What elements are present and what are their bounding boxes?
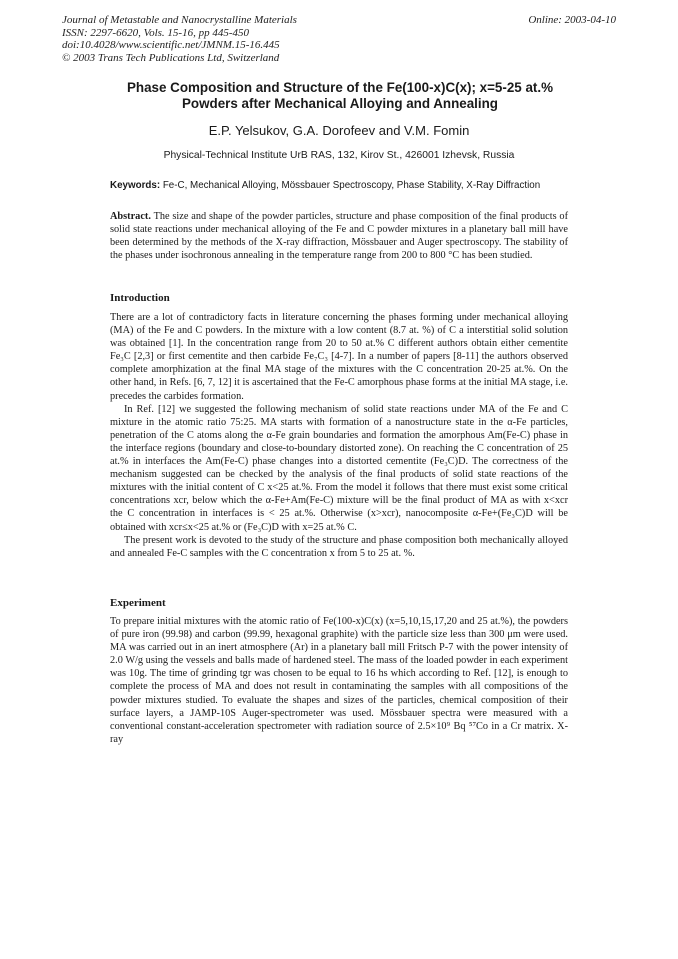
abstract [110,210,568,262]
intro-paragraph-2: In Ref. [12] we suggested the following mechanism of solid state reactions under MA of the Fe and C mixture in the atomic ratio 75:25. MA starts with formation of a nanostructure state in the α-Fe particles, penetration of the C atoms along the α-Fe grain boundaries and formation the amorphous Am(Fe-C) phase in the interface regions (boundary and close-to-boundary distorted zone). On reaching the C concentration of 25 at.% in interfaces the Am(Fe-C) phase changes into a distorted cementite (Fe₃C)D. The correctness of the mechanism suggested can be checked by the analysis of the final products of solid state reactions of the mixtures with the initial content of C x<25 at.%. From the model it follows that there must exist some critical concentrations xcr, below which the α-Fe+Am(Fe-C) mixture will be the final product of MA as with x<xcr the C concentration in interfaces is < 25 at.%. Otherwise (x>xcr), nanocomposite α-Fe+(Fe₃C)D will be obtained with xcr≤x<25 at.% or (Fe₃C)D with x=25 at.% C. [110,403,568,533]
journal-header [62,14,622,64]
intro-paragraph-1: There are a lot of contradictory facts in literature concerning the phases forming under mechanical alloying (MA) of the Fe and C powders. In the mixture with a low content (8.7 at. %) of C a interstitial solid solution was obtained [1]. In the concentration range from 20 to 50 at.% C different authors obtain either cementite Fe₃C [2,3] or first cementite and then carbide Fe₇C₃ [4-7]. In a number of papers [8-11] the authors observed complete amorphization at the final MA stage of the mixtures with the C concentration 20-25 at.%. On the other hand, in Refs. [6, 7, 12] it is ascertained that the Fe-C amorphous phase forms at the initial MA stage, i.e. precedes the carbides formation. [110,312,568,402]
introduction-heading: Introduction [110,292,170,304]
title-line-1: Phase Composition and Structure of the Fe(100-x)C(x); x=5-25 at.% [127,80,553,95]
keywords-text: Fe-C, Mechanical Alloying, Mössbauer Spectroscopy, Phase Stability, X-Ray Diffraction [162,180,541,191]
online-date: Online: 2003-04-10 [528,14,616,26]
experiment-heading: Experiment [110,597,166,609]
keywords-label: Keywords: [110,180,161,191]
journal-name: Journal of Metastable and Nanocrystalline Materials [62,14,297,26]
title-line-2: Powders after Mechanical Alloying and Annealing [182,96,498,111]
abstract-label: Abstract. [110,211,151,222]
paper-title [70,80,610,112]
intro-paragraph-3: The present work is devoted to the study of the structure and phase composition both mechanically alloyed and annealed Fe-C samples with the C concentration x from 5 to 25 at. %. [110,534,568,559]
abstract-text: The size and shape of the powder particles, structure and phase composition of the final products of solid state reactions under mechanical alloying of the Fe and C powder mixtures in a planetary ball mill have been determined by the methods of the X-ray diffraction, Mössbauer and Auger spectroscopy. The stability of the phases under isochronous annealing in the temperature range from 200 to 800 °C has been studied. [110,211,568,262]
keywords [110,180,580,193]
doi-line: doi:10.4028/www.scientific.net/JMNM.15-16.445 [62,39,280,52]
experiment-paragraph-1: To prepare initial mixtures with the atomic ratio of Fe(100-x)C(x) (x=5,10,15,17,20 and 25 at.%), the powders of pure iron (99.98) and carbon (99.99, hexagonal graphite) with the particle size less than 300 μm were used. MA was carried out in an inert atmosphere (Ar) in a planetary ball mill Fritsch P-7 with the power intensity of 2.0 W/g using the vessels and balls made of hardened steel. The mass of the loaded powder in each experiment was 10g. The time of grinding tgr was chosen to be equal to 16 hs which according to Ref. [12], is enough to complete the process of MA and does not result in contaminating the samples with all compositions of the powder mixtures studied. To evaluate the shapes and sizes of the particles, chemical composition of their surface layers, a JAMP-10S Auger-spectrometer was used. Mössbauer spectra were measured with a conventional constant-acceleration spectrometer with radiation source of 2.5×10⁹ Bq ⁵⁷Co in a Cr matrix. X-ray [110,616,568,745]
experiment-body [110,615,568,746]
affiliation: Physical-Technical Institute UrB RAS, 132, Kirov St., 426001 Izhevsk, Russia [163,150,515,161]
copyright-line: © 2003 Trans Tech Publications Ltd, Switzerland [62,51,280,64]
introduction-body [110,311,568,560]
authors: E.P. Yelsukov, G.A. Dorofeev and V.M. Fomin [208,123,470,138]
issn-line: ISSN: 2297-6620, Vols. 15-16, pp 445-450 [62,26,249,39]
